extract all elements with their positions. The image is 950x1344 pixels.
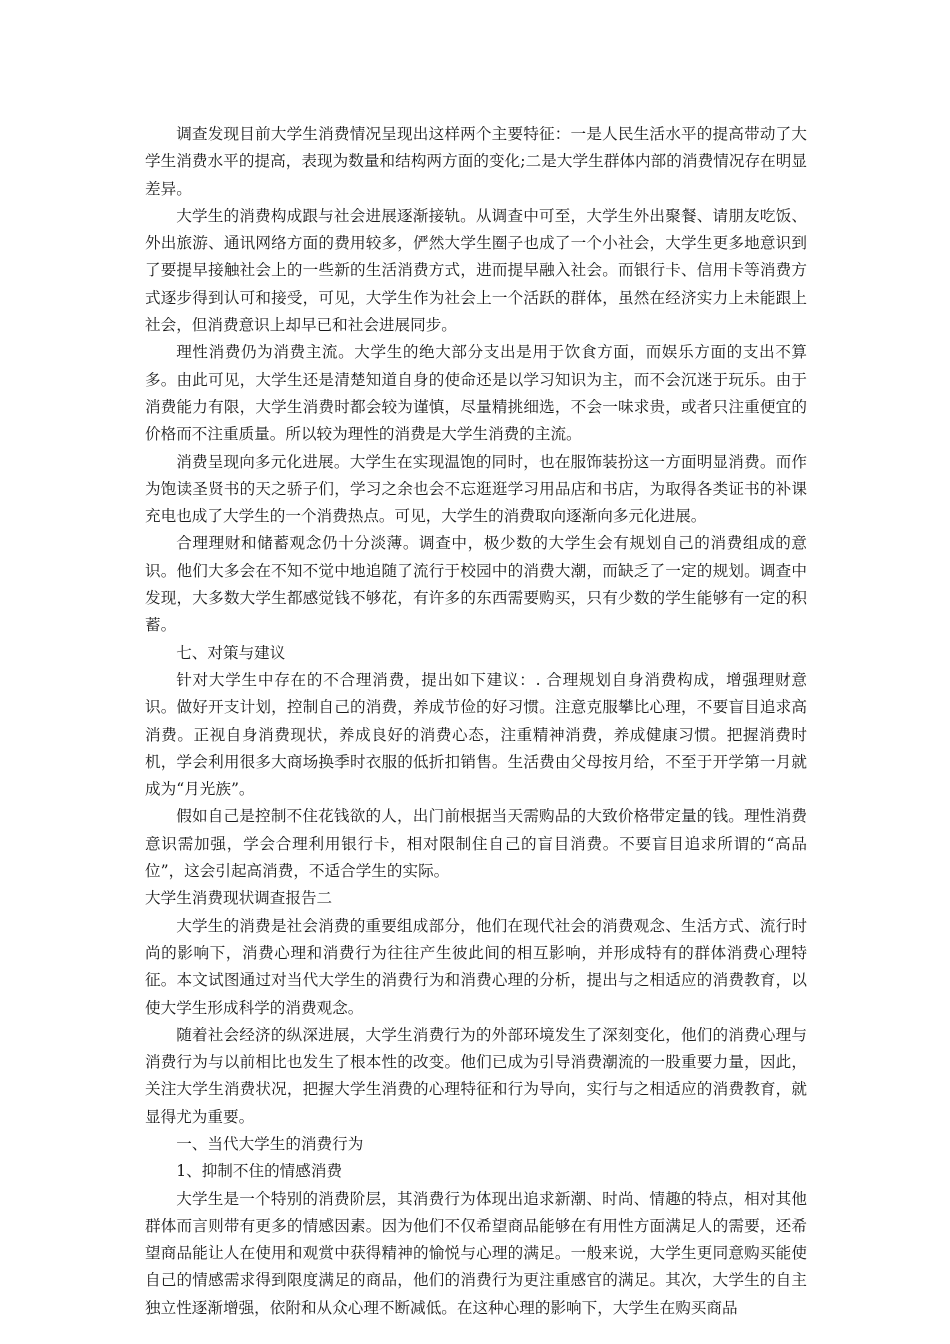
paragraph: 大学生的消费是社会消费的重要组成部分，他们在现代社会的消费观念、生活方式、流行时尚的影响下，消费心理和消费行为往往产生彼此间的相互影响，并形成特有的群体消费心理特征。本文试图通过对当代大学生的消费行为和消费心理的分析，提出与之相适应的消费教育，以使大学生形成科学的消费观念。 [145,916,807,1017]
paragraph: 消费呈现向多元化进展。大学生在实现温饱的同时，也在服饰装扮这一方面明显消费。而作为饱读圣贤书的天之骄子们，学习之余也会不忘逛逛学习用品店和书店，为取得各类证书的补课充电也成了大学生的一个消费热点。可见，大学生的消费取向逐渐向多元化进展。 [145,452,807,526]
paragraph: 调查发现目前大学生消费情况呈现出这样两个主要特征：一是人民生活水平的提高带动了大学生消费水平的提高，表现为数量和结构两方面的变化;二是大学生群体内部的消费情况存在明显差异。 [145,125,807,198]
paragraph: 合理理财和储蓄观念仍十分淡薄。调查中，极少数的大学生会有规划自己的消费组成的意识。他们大多会在不知不觉中地追随了流行于校园中的消费大潮，而缺乏了一定的规划。调查中发现，大多数大学生都感觉钱不够花，有许多的东西需要购买，只有少数的学生能够有一定的积蓄。 [145,534,807,635]
paragraph: 大学生是一个特别的消费阶层，其消费行为体现出追求新潮、时尚、情趣的特点，相对其他群体而言则带有更多的情感因素。因为他们不仅希望商品能够在有用性方面满足人的需要，还希望商品能让人在使用和观赏中获得精神的愉悦与心理的满足。一般来说，大学生更同意购买能使自己的情感需求得到限度满足的商品，他们的消费行为更注重感官的满足。其次，大学生的自主独立性逐渐增强，依附和从众心理不断减低。在这种心理的影响下，大学生在购买商品 [145,1189,807,1317]
subsection-heading: 1、抑制不住的情感消费 [176,1162,343,1181]
paragraph: 针对大学生中存在的不合理消费，提出如下建议：. 合理规划自身消费构成，增强理财意识。做好开支计划，控制自己的消费，养成节俭的好习惯。注意克服攀比心理，不要盲目追求高消费。正视自身消费现状，养成良好的消费心态，注重精神消费，养成健康习惯。把握消费时机，学会利用很多大商场换季时衣服的低折扣销售。生活费由父母按月给，不至于开学第一月就成为“月光族”。 [145,670,807,799]
report-title: 大学生消费现状调查报告二 [145,889,333,908]
section-heading: 七、对策与建议 [176,643,286,662]
paragraph: 大学生的消费构成跟与社会进展逐渐接轨。从调查中可至，大学生外出聚餐、请朋友吃饭、外出旅游、通讯网络方面的费用较多，俨然大学生圈子也成了一个小社会，大学生更多地意识到了要提早接触社会上的一些新的生活消费方式，进而提早融入社会。而银行卡、信用卡等消费方式逐步得到认可和接受，可见，大学生作为社会上一个活跃的群体，虽然在经济实力上未能跟上社会，但消费意识上却早已和社会进展同步。 [145,206,807,335]
paragraph: 理性消费仍为消费主流。大学生的绝大部分支出是用于饮食方面，而娱乐方面的支出不算多。由此可见，大学生还是清楚知道自身的使命还是以学习知识为主，而不会沉迷于玩乐。由于消费能力有限，大学生消费时都会较为谨慎，尽量精挑细选，不会一味求贵，或者只注重便宜的价格而不注重质量。所以较为理性的消费是大学生消费的主流。 [145,343,807,444]
section-heading: 一、当代大学生的消费行为 [176,1134,364,1153]
paragraph: 假如自己是控制不住花钱欲的人，出门前根据当天需购品的大致价格带定量的钱。理性消费意识需加强，学会合理利用银行卡，相对限制住自己的盲目消费。不要盲目追求所谓的“高品位”，这会引起高消费，不适合学生的实际。 [145,807,807,881]
document-body [145,121,807,1322]
paragraph: 随着社会经济的纵深进展，大学生消费行为的外部环境发生了深刻变化，他们的消费心理与消费行为与以前相比也发生了根本性的改变。他们已成为引导消费潮流的一股重要力量，因此，关注大学生消费状况，把握大学生消费的心理特征和行为导向，实行与之相适应的消费教育，就显得尤为重要。 [145,1025,807,1126]
